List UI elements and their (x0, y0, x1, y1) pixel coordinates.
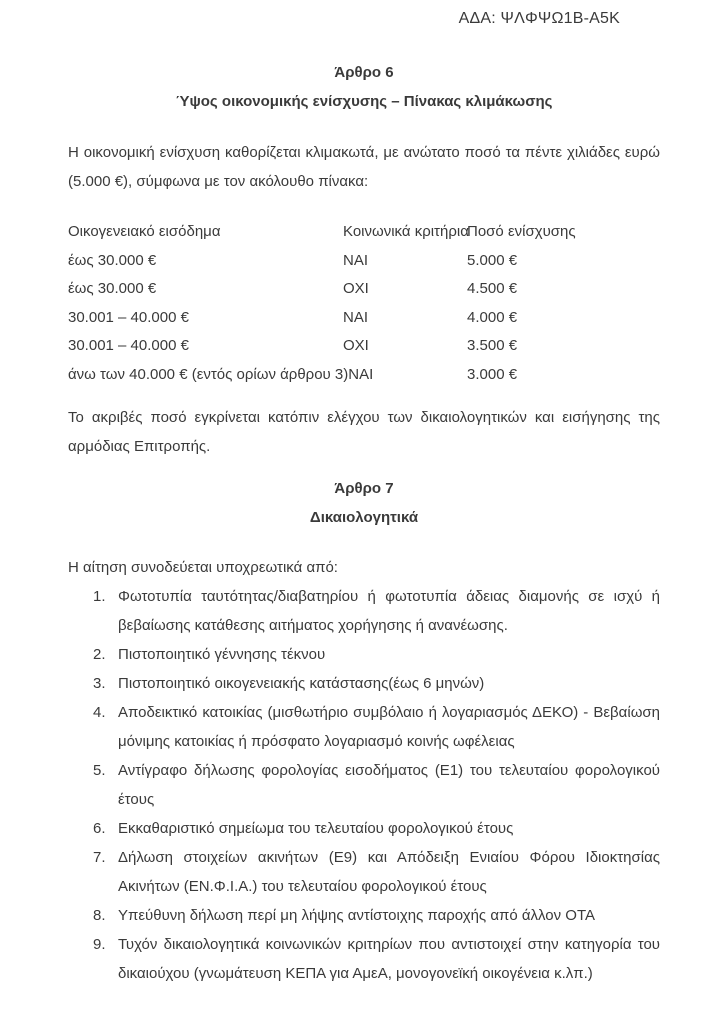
income-criteria-merged-cell (68, 361, 467, 390)
required-documents-list (68, 582, 660, 988)
list-item: Αντίγραφο δήλωσης φορολογίας εισοδήματος (Ε1) του τελευταίου φορολογικού έτους (118, 762, 660, 808)
list-item: Πιστοποιητικό γέννησης τέκνου (118, 646, 326, 663)
table-row (68, 332, 660, 361)
header-amount: Ποσό ενίσχυσης (467, 223, 576, 240)
list-item: Φωτοτυπία ταυτότητας/διαβατηρίου ή φωτοτυπία άδειας διαμονής σε ισχύ ή βεβαίωσης κατάθεσης αιτήματος χορήγησης ή ανανέωσης. (118, 588, 660, 634)
article6-subtitle: Ύψος οικονομικής ενίσχυσης – Πίνακας κλιμάκωσης (175, 93, 553, 110)
article6-intro-paragraph: Η οικονομική ενίσχυση καθορίζεται κλιμακωτά, με ανώτατο ποσό τα πέντε χιλιάδες ευρώ (5.000 €), σύμφωνα με τον ακόλουθο πίνακα: (68, 144, 660, 190)
amount-value: 4.500 € (467, 280, 518, 297)
criteria-value: ΝΑΙ (343, 308, 369, 326)
income-value: 30.001 – 40.000 € (68, 308, 189, 326)
criteria-value: ΟΧΙ (343, 337, 369, 354)
article6-heading (68, 58, 660, 116)
amount-value: 3.500 € (467, 337, 518, 354)
amount-value: 3.000 € (467, 365, 518, 383)
scale-table (68, 218, 660, 389)
article6-title: Άρθρο 6 (334, 64, 394, 81)
criteria-value: ΟΧΙ (343, 280, 369, 297)
list-item: Αποδεικτικό κατοικίας (μισθωτήριο συμβόλαιο ή λογαριασμός ΔΕΚΟ) - Βεβαίωση μόνιμης κατοικίας ή πρόσφατο λογαριασμό κοινής ωφέλειας (118, 704, 660, 750)
list-item: Εκκαθαριστικό σημείωμα του τελευταίου φορολογικού έτους (118, 820, 514, 837)
table-row (68, 275, 660, 304)
table-row (68, 304, 660, 333)
table-row (68, 247, 660, 276)
article7-intro: Η αίτηση συνοδεύεται υποχρεωτικά από: (68, 559, 338, 576)
table-row (68, 361, 660, 390)
income-value: έως 30.000 € (68, 251, 157, 269)
criteria-value: ΝΑΙ (348, 365, 374, 383)
list-item: Υπεύθυνη δήλωση περί μη λήψης αντίστοιχης παροχής από άλλον ΟΤΑ (118, 907, 596, 924)
header-criteria: Κοινωνικά κριτήρια (343, 223, 469, 240)
article7-title: Άρθρο 7 (334, 480, 394, 497)
amount-value: 4.000 € (467, 308, 518, 326)
list-item: Τυχόν δικαιολογητικά κοινωνικών κριτηρίων που αντιστοιχεί στην κατηγορία του δικαιούχου (γνωμάτευση ΚΕΠΑ για ΑμεΑ, μονογονεϊκή οικογένεια κ.λπ.) (118, 936, 660, 982)
article7-heading (68, 474, 660, 532)
list-item: Πιστοποιητικό οικογενειακής κατάστασης(έως 6 μηνών) (118, 675, 485, 692)
article7-subtitle: Δικαιολογητικά (309, 509, 419, 526)
article6-closing-paragraph: Το ακριβές ποσό εγκρίνεται κατόπιν ελέγχου των δικαιολογητικών και εισήγησης της αρμόδιας Επιτροπής. (68, 409, 660, 455)
criteria-value: ΝΑΙ (343, 251, 369, 269)
income-value: άνω των 40.000 € (εντός ορίων άρθρου 3) (68, 365, 349, 383)
amount-value: 5.000 € (467, 251, 518, 269)
list-item: Δήλωση στοιχείων ακινήτων (Ε9) και Απόδειξη Ενιαίου Φόρου Ιδιοκτησίας Ακινήτων (ΕΝ.Φ.Ι.Α.) του τελευταίου φορολογικού έτους (118, 849, 660, 895)
header-income: Οικογενειακό εισόδημα (68, 223, 221, 240)
income-value: 30.001 – 40.000 € (68, 337, 189, 354)
table-header-row (68, 218, 660, 247)
ada-reference: ΑΔΑ: ΨΛΦΨΩ1Β-Α5Κ (458, 10, 620, 27)
income-value: έως 30.000 € (68, 280, 157, 297)
